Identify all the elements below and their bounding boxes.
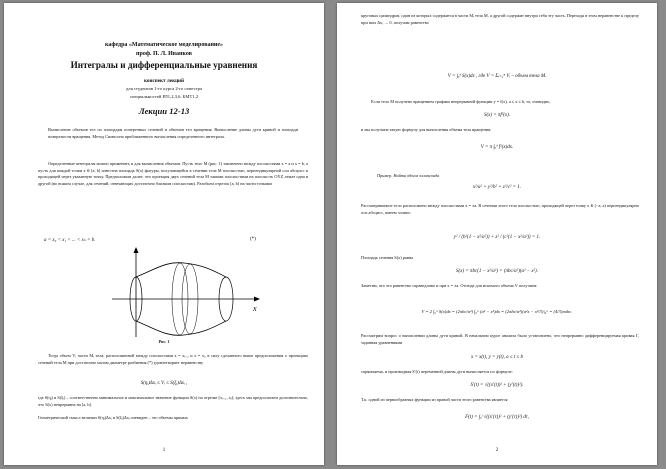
- paragraph: Т.к. одной из первообразных функции из правой части этого равенства является: [361, 397, 508, 402]
- formula: F(t) = ∫ₐᵗ √((x′(τ))² + (y′(τ))²) dτ,: [465, 415, 529, 420]
- formula: V = π ∫ₐᵇ f²(x)dx.: [480, 145, 514, 150]
- author: проф. П. Л. Иванков: [136, 51, 192, 57]
- formula: x²/a² + y²/b² + z²/c² = 1.: [472, 185, 522, 190]
- axis-label-x: x: [253, 304, 257, 313]
- paragraph: Рассмотрим вопрос о вычислении длины дуги кривой. В начальном курсе анализа было установлено, что непрерывно дифференцируемая кривая Γ, заданная уравнениями: [361, 333, 639, 345]
- formula-tag: (*): [250, 237, 256, 242]
- formula: V = ∫ₐᵇ S(x)dx , где V = Σᵢ₌₁ⁿ Vᵢ – объем тела M.: [447, 74, 547, 79]
- figure-caption: Рис. 1: [158, 339, 170, 344]
- inequality: S(ηᵢ)Δxᵢ ≤ Vᵢ ≤ S(ξᵢ)Δxᵢ ,: [140, 381, 188, 386]
- figure-body-of-revolution: [104, 247, 264, 339]
- example-heading: Пример. Найти объем эллипсоида: [377, 173, 440, 178]
- page-title: Интегралы и дифференциальные уравнения: [70, 60, 258, 70]
- page-2: [337, 3, 657, 465]
- formula: x = x(t), y = y(t), a ≤ t ≤ b: [471, 355, 523, 360]
- audience: для студентов 1-го курса 2-го семестра: [125, 86, 203, 91]
- page-number: 2: [495, 448, 499, 453]
- page-1: [4, 3, 324, 465]
- formula: V = 2 ∫₀ᵃ S(x)dx = (2πbc/a²) ∫₀ᵃ (a² − x²)dx = (2πbc/a²)(a²x − x³/3)|₀ᵃ = (4/3)πabc.: [421, 309, 573, 314]
- paragraph: Если тело M получено вращением графика непрерывной функции y = f(x), a ≤ x ≤ b, то, очевидно,: [371, 99, 551, 104]
- paragraph: Рассматриваемое тело расположено между плоскостями x = ±a. В сечении этого тела плоскостью, проходящей через точку x ∈ (−a, a) перпендикулярно оси абсцисс, имеем эллипс:: [361, 203, 639, 215]
- page-number: 1: [162, 448, 166, 453]
- paragraph: круговых цилиндров, один из которых содержится в части Mᵢ тела M, а другой содержит внутри себя эту часть. Переходя в этом неравенстве к пределу при max Δxᵢ → 0, получим равенство: [361, 13, 639, 25]
- paragraph: спрямляема, и производная S′(t) переменной длины дуги вычисляется по формуле:: [361, 369, 513, 374]
- specialties: специальностей РЛ1,2,3,6, БМТ1,2: [129, 94, 198, 99]
- department: кафедра «Математическое моделирование»: [104, 42, 224, 48]
- partition-formula: a = x₀ < x₁ < ... < xₙ = b.: [44, 238, 96, 243]
- x-axis-arrow: [254, 297, 260, 302]
- paragraph: Заметим, что это равенство справедливо и при x = ±a. Отсюда для искомого объема V получаем:: [361, 283, 538, 288]
- paragraph: где S(ηᵢ) и S(ξᵢ) – соответственно минимальное и максимальное значение функции S(x) на отрезке [xᵢ₋₁, xᵢ]; здесь мы предполагаем дополнительно, что S(x) непрерывна на [a, b].: [38, 395, 308, 407]
- paragraph: и мы получаем такую формулу для вычисления объема тела вращения:: [361, 127, 492, 132]
- paragraph: Площадь сечения S(x) равна: [361, 255, 414, 260]
- formula: S′(t) = √((x′(t))² + (y′(t))²).: [470, 383, 524, 388]
- paragraph: Определенные интегралы можно применить и для вычисления объемов. Пусть тело M (рис. 1) заключено между плоскостями x = a и x = b, а пусть для каждой точки x ∈ [a, b] известна площадь S(x) фигуры, получающейся в сечении тела M плоскостью, перпендикулярной оси абсцисс и проходящей через указанную точку. Предположим далее, что проекция двух сечений тела M такими плоскостями на плоскость OYZ лежат одна в другой (во всяком случае, для сечений, отвечающих достаточно близким плоскостям). Разобьем отрезок [a, b] на части точками: [38, 161, 308, 186]
- formula: y² / (b²(1 − x²/a²)) + z² / (c²(1 − x²/a²)) = 1.: [453, 235, 541, 240]
- paragraph: Тогда объем Vᵢ части Mᵢ тела, расположенной между плоскостями x = xᵢ₋₁ и x = xᵢ, в силу сделанного выше предположения о проекциях сечений тела M при достаточно малом диаметре разбиения (*) удовлетворяет неравенству: [38, 353, 308, 365]
- lecture-heading: Лекции 12-13: [138, 106, 190, 116]
- y-axis-arrow: [134, 247, 139, 253]
- subtitle: конспект лекций: [143, 78, 185, 84]
- formula: S(x) = πf²(x).: [483, 113, 511, 118]
- paragraph: Геометрический смысл величин S(ηᵢ)Δxᵢ и S(ξᵢ)Δxᵢ очевиден – это объемы прямых: [38, 415, 188, 420]
- formula: S(x) = πbc(1 − x²/a²) = (πbc/a²)(a² − x²).: [456, 269, 538, 274]
- abstract: Вычисление объемов тел по площадям поперечных сечений и объемов тел вращения. Вычисление длины дуги кривой и площади поверхности вращения. Метод Симпсона приближенного вычисления определенного интеграла.: [48, 127, 298, 139]
